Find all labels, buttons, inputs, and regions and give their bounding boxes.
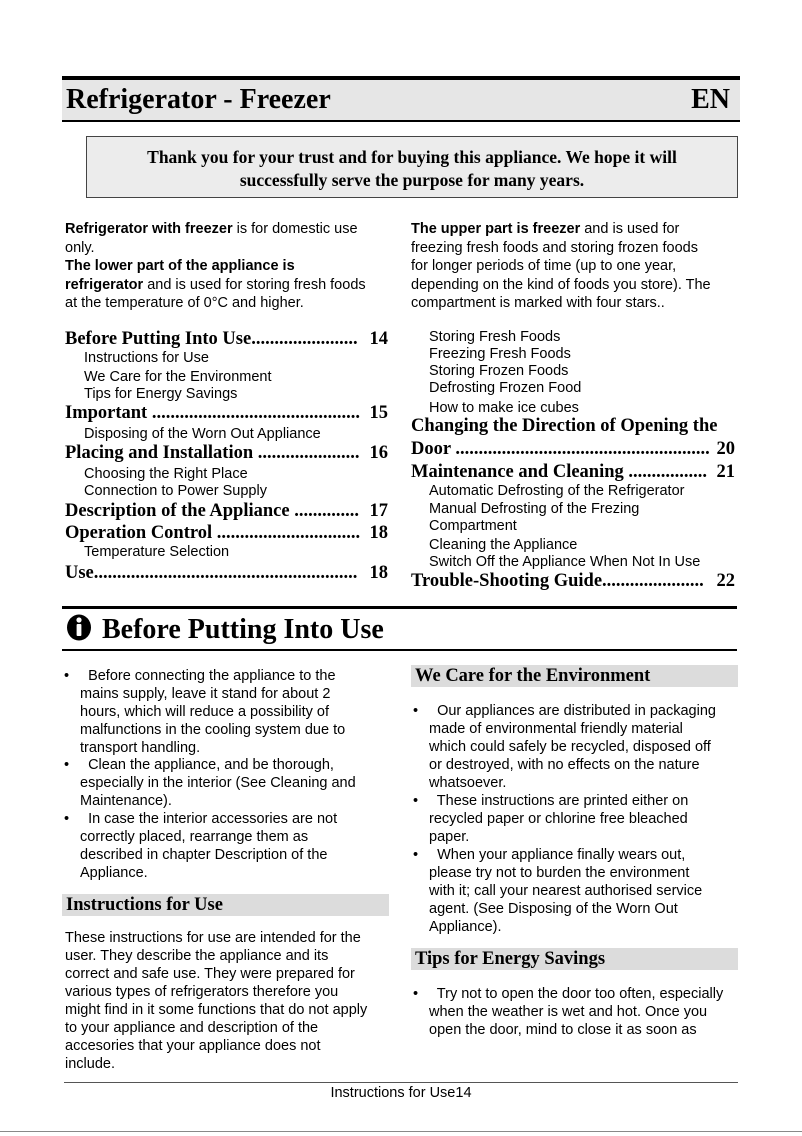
instructions-body: These instructions for use are intended for the user. They describe the appliance and its correct and safe use. They were prepared for various types of refrigerators therefore you might find in it some functions that do not apply to your appliance and description of the accesories that your appliance does not include. xyxy=(65,930,368,1072)
toc-sub-item[interactable]: Manual Defrosting of the Frezing xyxy=(429,501,640,517)
toc-sub-item[interactable]: We Care for the Environment xyxy=(84,369,272,385)
toc-sub-item[interactable]: Defrosting Frozen Food xyxy=(429,380,582,396)
thank-you-line-2: successfully serve the purpose for many years. xyxy=(239,170,585,190)
toc-page: 18 xyxy=(369,523,388,543)
toc-sub-item[interactable]: Connection to Power Supply xyxy=(84,483,267,499)
toc-sub-item[interactable]: How to make ice cubes xyxy=(429,400,579,416)
toc-sub-item[interactable]: Storing Frozen Foods xyxy=(429,363,569,379)
toc-page: 20 xyxy=(716,439,735,459)
intro-right-line-2: freezing fresh foods and storing frozen foods xyxy=(411,239,698,256)
bullet-item: • Our appliances are distributed in packaging made of environmental friendly material which could safely be recycled, disposed off or destroyed, with no effects on the nature whatsoever. xyxy=(413,703,716,791)
info-icon xyxy=(66,613,92,642)
toc-page: 22 xyxy=(716,571,735,591)
bullet-item: • When your appliance finally wears out, please try not to burden the environment with it; call your nearest authorised service agent. (See Disposing of the Worn Out Appliance). xyxy=(413,847,703,935)
page-bottom-rule xyxy=(0,1131,802,1132)
intro-right-line-4: depending on the kind of foods you store). The xyxy=(411,276,711,293)
toc-title: Trouble-Shooting Guide...................... xyxy=(411,571,704,591)
toc-title: Description of the Appliance .............. xyxy=(65,501,359,521)
intro-right-bold-1: The upper part is freezer xyxy=(411,221,581,237)
footer-text: Instructions for Use14 xyxy=(330,1085,472,1101)
title-rule-bottom xyxy=(62,120,740,122)
toc-entry-before[interactable] xyxy=(65,328,388,350)
toc-title: Door ....................................................... xyxy=(411,439,710,459)
toc-page: 17 xyxy=(369,501,388,521)
toc-entry-placing[interactable] xyxy=(65,442,388,464)
intro-text-2a: and is used for storing fresh foods xyxy=(143,276,366,293)
intro-text-2b: at the temperature of 0°C and higher. xyxy=(65,295,304,311)
thank-you-line-1: Thank you for your trust and for buying this appliance. We hope it will xyxy=(147,147,677,167)
toc-title: Before Putting Into Use....................... xyxy=(65,329,358,349)
toc-sub-item[interactable]: Compartment xyxy=(429,518,517,534)
toc-entry-use[interactable] xyxy=(65,562,388,584)
language-code: EN xyxy=(691,84,730,115)
intro-text-1a: is for domestic use xyxy=(232,221,358,237)
toc-entry-maintenance[interactable] xyxy=(411,461,735,483)
energy-heading: Tips for Energy Savings xyxy=(411,948,738,970)
toc-sub-item[interactable]: Tips for Energy Savings xyxy=(84,386,238,402)
toc-entry-trouble[interactable] xyxy=(411,570,735,592)
toc-sub-item[interactable]: Freezing Fresh Foods xyxy=(429,346,571,362)
toc-sub-item[interactable]: Cleaning the Appliance xyxy=(429,537,578,553)
toc-page: 15 xyxy=(369,403,388,423)
toc-right xyxy=(411,328,735,592)
bullet-item: • These instructions are printed either on recycled paper or chlorine free bleached paper. xyxy=(413,793,689,845)
intro-bold-2a: The lower part of the appliance is xyxy=(65,258,295,274)
toc-sub-item[interactable]: Instructions for Use xyxy=(84,350,209,366)
toc-entry-changing[interactable] xyxy=(411,438,735,460)
toc-title: Placing and Installation ...................... xyxy=(65,443,360,463)
section-rule-bottom xyxy=(62,649,737,651)
toc-sub-item[interactable]: Automatic Defrosting of the Refrigerator xyxy=(429,483,685,499)
toc-page: 21 xyxy=(716,462,735,482)
toc-sub-item[interactable]: Choosing the Right Place xyxy=(84,466,248,482)
toc-sub-item[interactable]: Temperature Selection xyxy=(84,544,230,560)
environment-heading: We Care for the Environment xyxy=(411,665,738,687)
toc-sub-item[interactable]: Disposing of the Worn Out Appliance xyxy=(84,426,321,442)
intro-right-line-5: compartment is marked with four stars.. xyxy=(411,295,665,311)
thank-you-box xyxy=(86,136,738,198)
toc-page: 14 xyxy=(369,329,388,349)
toc-title: Important ............................................. xyxy=(65,403,360,423)
toc-sub-item[interactable]: Storing Fresh Foods xyxy=(429,329,561,345)
footer-rule xyxy=(64,1082,738,1083)
intro-right xyxy=(411,220,741,313)
toc-page: 16 xyxy=(369,443,388,463)
document-title: Refrigerator - Freezer xyxy=(66,84,331,115)
bullet-item: • Before connecting the appliance to the mains supply, leave it stand for about 2 hours, which will reduce a possibility of malfunctions in the cooling system due to transport handling. xyxy=(64,668,346,756)
toc-page: 18 xyxy=(369,563,388,583)
toc-title: Changing the Direction of Opening the xyxy=(411,416,718,436)
toc-entry-operation[interactable] xyxy=(65,522,388,544)
toc-entry-changing-line-1[interactable] xyxy=(411,415,735,437)
intro-right-text-1a: and is used for xyxy=(580,221,680,237)
toc-sub-item[interactable]: Switch Off the Appliance When Not In Use xyxy=(429,554,701,570)
bullet-item: • In case the interior accessories are not correctly placed, rearrange them as described in chapter Description of the Appliance. xyxy=(64,811,338,881)
toc-title: Operation Control ............................... xyxy=(65,523,361,543)
toc-left xyxy=(65,328,388,588)
bullet-item: • Clean the appliance, and be thorough, especially in the interior (See Cleaning and Maintenance). xyxy=(64,757,356,809)
toc-title: Maintenance and Cleaning ................. xyxy=(411,462,708,482)
bullet-item: • Try not to open the door too often, especially when the weather is wet and hot. Once you open the door, mind to close it as soon as xyxy=(413,986,724,1038)
toc-entry-description[interactable] xyxy=(65,500,388,522)
intro-right-line-3: for longer periods of time (up to one year, xyxy=(411,258,677,274)
intro-left xyxy=(65,220,395,313)
toc-title: Use......................................................... xyxy=(65,563,358,583)
instructions-heading: Instructions for Use xyxy=(62,894,389,916)
toc-entry-important[interactable] xyxy=(65,402,388,424)
intro-text-1b: only. xyxy=(65,239,95,256)
section-title: Before Putting Into Use xyxy=(102,614,384,645)
intro-bold-1: Refrigerator with freezer xyxy=(65,221,233,237)
section-rule-top xyxy=(62,606,737,609)
intro-bold-2b: refrigerator xyxy=(65,276,144,293)
